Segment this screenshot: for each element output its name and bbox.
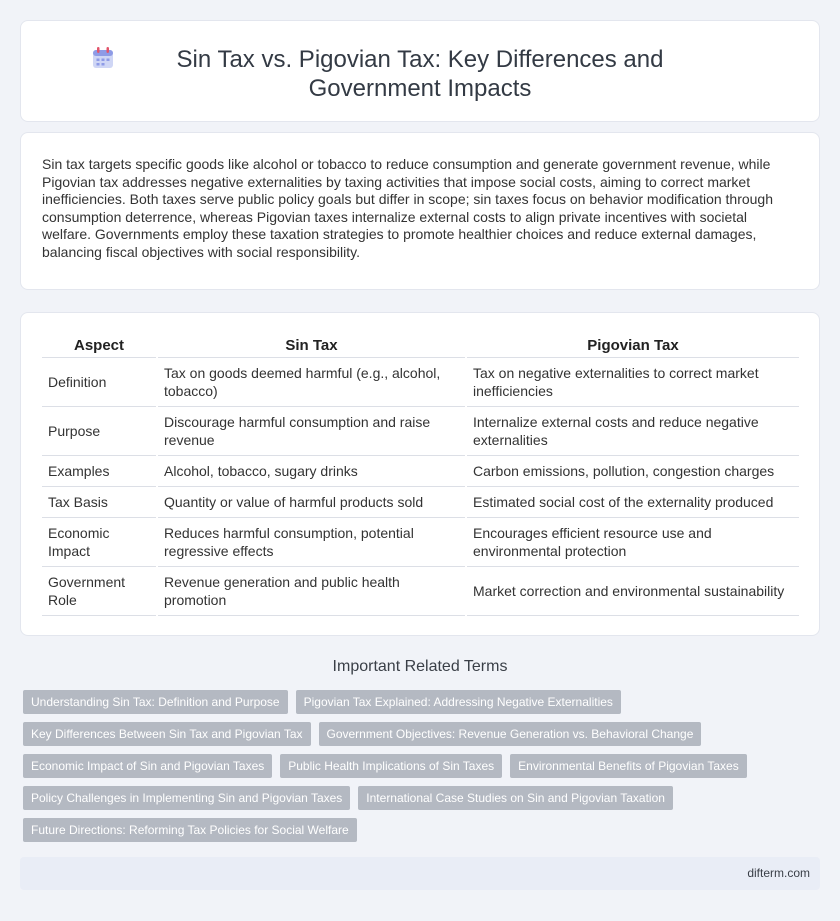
related-term-link[interactable]: Understanding Sin Tax: Definition and Purpose	[23, 690, 288, 714]
table-cell-sin-tax: Reduces harmful consumption, potential regressive effects	[157, 517, 466, 566]
table-cell-aspect: Examples	[42, 455, 157, 486]
table-row	[42, 566, 799, 615]
table-cell-aspect: Economic Impact	[42, 517, 157, 566]
related-term-link[interactable]: Pigovian Tax Explained: Addressing Negative Externalities	[296, 690, 621, 714]
column-header-pigovian-tax: Pigovian Tax	[466, 335, 799, 357]
table-header-row	[42, 335, 799, 357]
related-terms-title: Important Related Terms	[332, 658, 508, 675]
table-row	[42, 486, 799, 517]
footer	[20, 857, 820, 890]
related-term-link[interactable]: Key Differences Between Sin Tax and Pigovian Tax	[23, 722, 311, 746]
related-term-link[interactable]: Economic Impact of Sin and Pigovian Taxes	[23, 754, 272, 778]
table-cell-sin-tax: Revenue generation and public health promotion	[157, 566, 466, 615]
related-term-link[interactable]: Public Health Implications of Sin Taxes	[280, 754, 502, 778]
table-cell-pigovian-tax: Carbon emissions, pollution, congestion charges	[466, 455, 799, 486]
table-cell-pigovian-tax: Internalize external costs and reduce negative externalities	[466, 406, 799, 455]
related-term-link[interactable]: International Case Studies on Sin and Pigovian Taxation	[358, 786, 673, 810]
column-header-sin-tax: Sin Tax	[157, 335, 466, 357]
related-term-link[interactable]: Policy Challenges in Implementing Sin and Pigovian Taxes	[23, 786, 350, 810]
table-row	[42, 517, 799, 566]
table-cell-aspect: Definition	[42, 357, 157, 406]
comparison-table-card	[20, 312, 820, 636]
related-term-link[interactable]: Future Directions: Reforming Tax Policies for Social Welfare	[23, 818, 357, 842]
table-cell-pigovian-tax: Estimated social cost of the externality produced	[466, 486, 799, 517]
column-header-aspect: Aspect	[42, 335, 157, 357]
table-cell-sin-tax: Discourage harmful consumption and raise revenue	[157, 406, 466, 455]
table-row	[42, 406, 799, 455]
table-row	[42, 455, 799, 486]
intro-paragraph: Sin tax targets specific goods like alcohol or tobacco to reduce consumption and generate government revenue, while Pigovian tax addresses negative externalities by taxing activities that impose social costs, aiming to correct market inefficiencies. Both taxes serve public policy goals but differ in scope; sin taxes focus on behavior modification through consumption deterrence, whereas Pigovian taxes internalize external costs to align private incentives with societal welfare. Governments employ these taxation strategies to promote healthier choices and reduce external damages, balancing fiscal objectives with social responsibility.	[42, 156, 774, 260]
comparison-table	[42, 335, 799, 616]
table-cell-pigovian-tax: Encourages efficient resource use and environmental protection	[466, 517, 799, 566]
table-cell-aspect: Tax Basis	[42, 486, 157, 517]
table-row	[42, 357, 799, 406]
table-cell-sin-tax: Alcohol, tobacco, sugary drinks	[157, 455, 466, 486]
table-cell-aspect: Government Role	[42, 566, 157, 615]
related-terms-list	[23, 690, 813, 842]
table-cell-aspect: Purpose	[42, 406, 157, 455]
related-term-link[interactable]: Government Objectives: Revenue Generation vs. Behavioral Change	[319, 722, 702, 746]
intro-card	[20, 132, 820, 290]
page-title: Sin Tax vs. Pigovian Tax: Key Differences and Government Impacts	[176, 46, 664, 102]
table-cell-pigovian-tax: Market correction and environmental sustainability	[466, 566, 799, 615]
table-cell-pigovian-tax: Tax on negative externalities to correct market inefficiencies	[466, 357, 799, 406]
header-card	[20, 20, 820, 122]
footer-site-link[interactable]: difterm.com	[747, 866, 810, 880]
table-cell-sin-tax: Quantity or value of harmful products sold	[157, 486, 466, 517]
related-term-link[interactable]: Environmental Benefits of Pigovian Taxes	[510, 754, 747, 778]
table-cell-sin-tax: Tax on goods deemed harmful (e.g., alcohol, tobacco)	[157, 357, 466, 406]
